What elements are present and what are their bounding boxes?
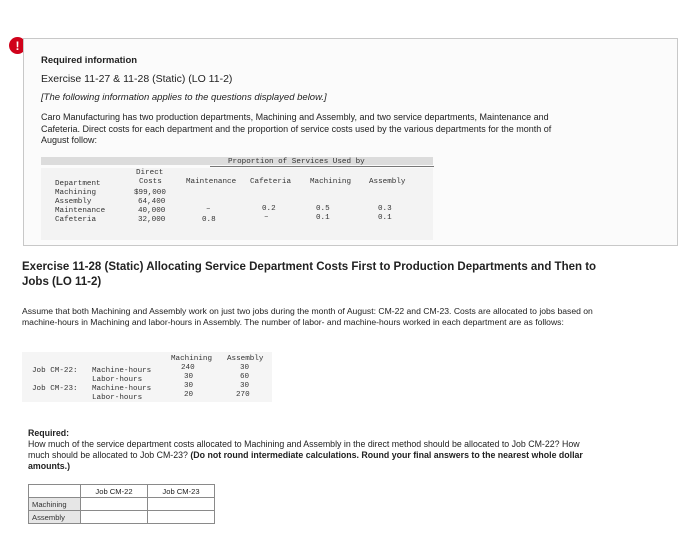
t2-asm: 270 — [236, 391, 250, 399]
row-cost: $99,000 — [134, 189, 166, 197]
cell-asm: 0.1 — [378, 214, 392, 222]
cell-caf: – — [264, 213, 269, 221]
col-machining: Machining — [310, 178, 352, 186]
col-job-cm23: Job CM-23 — [148, 485, 215, 498]
t2-asm: 30 — [240, 382, 250, 390]
cell-mach: 0.1 — [316, 214, 330, 222]
t2-metric: Machine-hours — [92, 367, 152, 375]
t2-metric: Labor-hours — [92, 376, 143, 384]
t2-mach: 20 — [184, 391, 194, 399]
row-dept: Assembly — [55, 198, 92, 206]
row-cost: 32,000 — [138, 216, 166, 224]
applies-note: [The following information applies to the questions displayed below.] — [41, 92, 327, 103]
alert-icon: ! — [9, 37, 26, 54]
direct-costs-header-1: Direct — [136, 169, 164, 177]
row-dept: Cafeteria — [55, 216, 97, 224]
input-machining-cm22[interactable] — [81, 498, 148, 511]
t2-mach: 30 — [184, 382, 194, 390]
required-information-panel — [23, 38, 678, 246]
proportion-group-header: Proportion of Services Used by — [228, 158, 365, 166]
t2-mach: 240 — [181, 364, 195, 372]
assume-paragraph: Assume that both Machining and Assembly work on just two jobs during the month of August: CM-22 and CM-23. Costs are allocated to jobs based on machine-hours in Machining and labor-hours in Assembly. The number of labor- and machine-hours worked in each department are as follows: — [22, 306, 593, 327]
input-assembly-cm23[interactable] — [148, 511, 215, 524]
answer-table — [28, 484, 215, 524]
t2-metric: Labor-hours — [92, 394, 143, 402]
t2-col-assembly: Assembly — [227, 355, 264, 363]
row-cost: 64,400 — [138, 198, 166, 206]
cell-asm: 0.3 — [378, 205, 392, 213]
col-job-cm22: Job CM-22 — [81, 485, 148, 498]
t2-asm: 60 — [240, 373, 250, 381]
table1-group-rule — [210, 166, 434, 167]
exercise-title: Exercise 11-27 & 11-28 (Static) (LO 11-2) — [41, 73, 233, 85]
required-information-heading: Required information — [41, 55, 138, 66]
required-label: Required: — [28, 428, 70, 438]
row-label-machining: Machining — [29, 498, 81, 511]
answer-table-corner — [29, 485, 81, 498]
row-cost: 40,000 — [138, 207, 166, 215]
cell-maint: 0.8 — [202, 216, 216, 224]
t2-mach: 30 — [184, 373, 194, 381]
col-maintenance: Maintenance — [186, 178, 237, 186]
exercise2-title: Exercise 11-28 (Static) Allocating Service Department Costs First to Production Departments and Then to Jobs (LO 11-2) — [22, 261, 597, 288]
col-department: Department — [55, 180, 101, 188]
row-label-assembly: Assembly — [29, 511, 81, 524]
input-machining-cm23[interactable] — [148, 498, 215, 511]
intro-paragraph: Caro Manufacturing has two production departments, Machining and Assembly, and two service departments, Maintenance and Cafeteria. Direct costs for each department and the proportion of service costs used by the various departments for the month of August follow: — [41, 112, 552, 145]
row-dept: Machining — [55, 189, 97, 197]
row-dept: Maintenance — [55, 207, 106, 215]
t2-asm: 30 — [240, 364, 250, 372]
t2-job: Job CM-23: — [32, 385, 78, 393]
required-block — [28, 428, 598, 472]
input-assembly-cm22[interactable] — [81, 511, 148, 524]
col-cafeteria: Cafeteria — [250, 178, 292, 186]
t2-metric: Machine-hours — [92, 385, 152, 393]
required-question: How much of the service department costs allocated to Machining and Assembly in the direct method should be allocated to Job CM-22? How much should be allocated to Job CM-23? — [28, 439, 580, 460]
col-assembly: Assembly — [369, 178, 406, 186]
cell-maint: – — [206, 205, 211, 213]
direct-costs-header-2: Costs — [139, 178, 162, 186]
cell-caf: 0.2 — [262, 205, 276, 213]
required-emphasis: (Do not round intermediate calculations. Round your final answers to the nearest whole dollar amounts.) — [28, 450, 583, 471]
t2-job: Job CM-22: — [32, 367, 78, 375]
t2-col-machining: Machining — [171, 355, 213, 363]
cell-mach: 0.5 — [316, 205, 330, 213]
